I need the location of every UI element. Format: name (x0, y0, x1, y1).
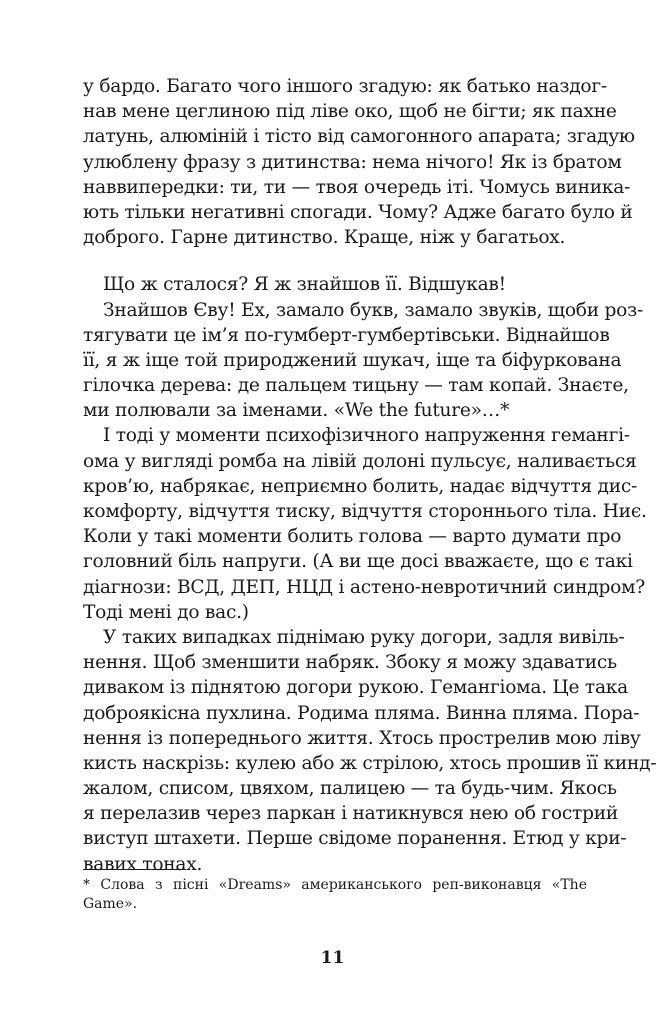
page-number: 11 (320, 948, 345, 968)
text-line: латунь, алюміній і тісто від самогонного апарата; згадую (83, 126, 635, 148)
paragraph-5 (83, 625, 657, 877)
text-line: доброякісна пухлина. Родима пляма. Винна пляма. Пора- (83, 702, 640, 724)
book-page-body (83, 74, 657, 877)
text-line: нав мене цеглиною під ліве око, щоб не бігти; як пахне (83, 101, 617, 123)
text-line: виступ штахети. Перше свідоме поранення. Етюд у кри- (83, 828, 627, 850)
text-line: тягувати це ім’я по-гумберт-гумбертівськи. Віднайшов (83, 324, 610, 346)
text-line: Тоді мені до вас.) (83, 601, 249, 623)
text-line: я перелазив через паркан і натикнувся нею об гострий (83, 803, 619, 825)
text-line: ома у вигляді ромба на лівій долоні пульсує, наливається (83, 450, 637, 472)
footnote (83, 876, 587, 913)
text-line: її, я ж іще той природжений шукач, іще та біфуркована (83, 349, 622, 371)
footnote-line: * Слова з пісні «Dreams» американського реп-виконавця «The (83, 877, 587, 893)
paragraph-gap (83, 250, 587, 272)
text-line: комфорту, відчуття тиску, відчуття стороннього тіла. Ниє. (83, 501, 647, 522)
footnote-line: Game». (83, 895, 138, 912)
text-line: кров’ю, набрякає, неприємно болить, надає відчуття дис- (83, 475, 638, 497)
text-line: вавих тонах. (83, 853, 203, 875)
text-line: доброго. Гарне дитинство. Краще, ніж у багатьох. (83, 227, 566, 249)
text-line: ють тільки негативні спогади. Чому? Адже багато було й (83, 201, 633, 223)
paragraph-3 (83, 298, 644, 424)
text-line: у бардо. Багато чого іншого згадую: як батько наздог- (83, 76, 607, 97)
paragraph-1 (83, 74, 635, 250)
footnote-divider (83, 869, 183, 870)
paragraph-2 (83, 272, 587, 297)
text-line: ми полювали за іменами. «We the future»…* (83, 400, 510, 422)
text-line: У таких випадках піднімаю руку догори, задля вивіль- (103, 626, 625, 648)
text-line: наввипередки: ти, ти — твоя очередь іті. Чомусь виника- (83, 176, 631, 198)
text-line: діагнози: ВСД, ДЕП, НЦД і астено-невротичний синдром? (83, 576, 645, 598)
text-line: улюблену фразу з дитинства: нема нічого! Як із братом (83, 151, 622, 173)
text-line: гілочка дерева: де пальцем тицьну — там копай. Знаєте, (83, 375, 629, 397)
text-line: нення із попереднього життя. Хтось прострелив мою ліву (83, 727, 641, 749)
text-line: Що ж сталося? Я ж знайшов її. Відшукав! (103, 274, 506, 296)
paragraph-4 (83, 423, 647, 625)
text-line: головний біль напруги. (А ви ще досі вважаєте, що є такі (83, 551, 633, 573)
text-line: нення. Щоб зменшити набряк. Збоку я можу здаватись (83, 652, 617, 674)
text-line: І тоді у моменти психофізичного напруження гемангі- (103, 425, 630, 447)
text-line: жалом, списом, цвяхом, палицею — та будь-чим. Якось (83, 778, 617, 800)
text-line: диваком із піднятою догори рукою. Гемангіома. Це така (83, 677, 628, 699)
text-line: Коли у такі моменти болить голова — варто думати про (83, 526, 622, 548)
text-line: Знайшов Єву! Ех, замало букв, замало звуків, щоби роз- (103, 299, 644, 321)
text-line: кисть наскрізь: кулею або ж стрілою, хтось прошив її кинд- (83, 752, 657, 774)
